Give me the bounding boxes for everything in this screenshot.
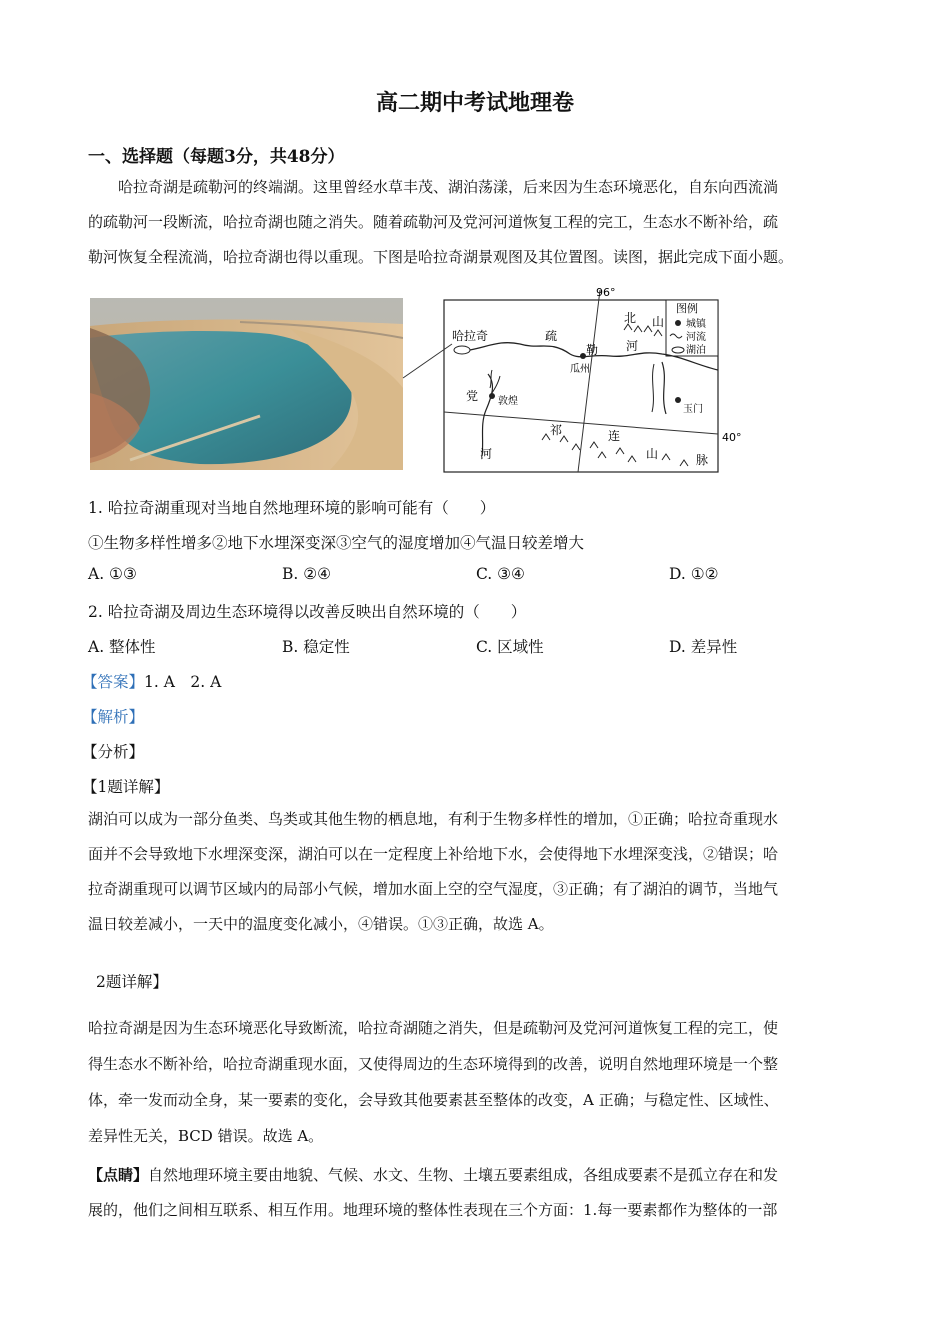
- q1-stem: 1. 哈拉奇湖重现对当地自然地理环境的影响可能有（ ）: [88, 499, 496, 517]
- detail-1-line-4: 温日较差减小，一天中的温度变化减小，④错误。①③正确，故选 A。: [88, 915, 554, 933]
- answer-text: 1. A 2. A: [144, 673, 222, 691]
- dianjing-line-1: 自然地理环境主要由地貌、气候、水文、生物、土壤五要素组成，各组成要素不是孤立存在和发: [148, 1166, 779, 1184]
- lake-name-label: 哈拉奇: [452, 329, 489, 343]
- location-map: [400, 284, 760, 474]
- q2-stem: 2. 哈拉奇湖及周边生态环境得以改善反映出自然环境的（ ）: [88, 603, 527, 621]
- q1-option-b: B. ②④: [282, 565, 332, 583]
- q1-items: ①生物多样性增多②地下水埋深变深③空气的湿度增加④气温日较差增大: [88, 534, 585, 552]
- latitude-label: 40°: [722, 431, 742, 444]
- detail-2-line-4: 差异性无关，BCD 错误。故选 A。: [88, 1127, 324, 1145]
- intro-line-1: 哈拉奇湖是疏勒河的终端湖。这里曾经水草丰茂、湖泊荡漾，后来因为生态环境恶化，自东向西流淌: [118, 178, 779, 196]
- detail-2-line-3: 体，牵一发而动全身，某一要素的变化，会导致其他要素甚至整体的改变，A 正确；与稳定性、区域性、: [88, 1091, 779, 1109]
- page-title: 高二期中考试地理卷: [375, 90, 574, 116]
- north-mountain-char-1: 北: [624, 311, 637, 325]
- town-yumen: 玉门: [683, 404, 703, 415]
- intro-line-3: 勒河恢复全程流淌，哈拉奇湖也得以重现。下图是哈拉奇湖景观图及其位置图。读图，据此完成下面小题。: [88, 248, 794, 266]
- dang-river-char-1: 党: [466, 389, 479, 403]
- detail-1-line-1: 湖泊可以成为一部分鱼类、鸟类或其他生物的栖息地，有利于生物多样性的增加，①正确；哈拉奇重现水: [88, 810, 779, 828]
- section-heading: 一、选择题（每题3分，共48分）: [88, 147, 345, 167]
- fenxi-heading: 【分析】: [82, 743, 145, 761]
- dunhuang-town-icon: [489, 393, 495, 399]
- q2-option-d: D. 差异性: [669, 638, 738, 656]
- town-guazhou: 瓜州: [570, 364, 590, 375]
- dianjing-tag: 【点睛】: [88, 1166, 149, 1184]
- legend-river-label: 河流: [686, 332, 706, 343]
- q2-option-c: C. 区域性: [476, 638, 544, 656]
- q2-option-a: A. 整体性: [88, 638, 156, 656]
- qilian-char-4: 脉: [696, 453, 709, 467]
- dianjing-paragraph: [88, 1158, 864, 1228]
- analysis-tag: 【解析】: [82, 708, 145, 726]
- qilian-char-3: 山: [646, 447, 659, 461]
- intro-paragraph: [88, 170, 864, 275]
- legend-title: 图例: [676, 302, 698, 315]
- dianjing-line-2: 展的，他们之间相互联系、相互作用。地理环境的整体性表现在三个方面：1.每一要素都作为整体的一部: [88, 1201, 778, 1219]
- dang-river-char-2: 河: [480, 447, 493, 461]
- detail-2-paragraph: [88, 1010, 864, 1154]
- detail-2-line-2: 得生态水不断补给，哈拉奇湖重现水面，又使得周边的生态环境得到的改善，说明自然地理环境是一个整: [88, 1055, 779, 1073]
- detail-2-line-1: 哈拉奇湖是因为生态环境恶化导致断流，哈拉奇湖随之消失，但是疏勒河及党河河道恢复工程的完工，使: [88, 1019, 779, 1037]
- river-char-3: 河: [626, 339, 639, 353]
- town-dunhuang: 敦煌: [498, 396, 518, 407]
- north-mountain-char-2: 山: [652, 315, 665, 329]
- detail-1-paragraph: [88, 802, 864, 942]
- intro-line-2: 的疏勒河一段断流，哈拉奇湖也随之消失。随着疏勒河及党河河道恢复工程的完工，生态水不断补给，疏: [88, 213, 779, 231]
- detail-1-line-2: 面并不会导致地下水埋深变深，湖泊可以在一定程度上补给地下水，会使得地下水埋深变浅，②错误；哈: [88, 845, 779, 863]
- q2-option-b: B. 稳定性: [282, 638, 350, 656]
- q1-option-a: A. ①③: [88, 565, 137, 583]
- legend-town-label: 城镇: [686, 319, 706, 330]
- detail-1-heading: 【1题详解】: [82, 778, 170, 796]
- answer-line: [82, 670, 221, 692]
- longitude-label: 96°: [596, 286, 616, 299]
- town-symbol-icon: [675, 320, 681, 326]
- q1-option-c: C. ③④: [476, 565, 525, 583]
- legend-lake-label: 湖泊: [686, 345, 706, 356]
- lake-landscape-photo: [90, 298, 403, 470]
- detail-1-line-3: 拉奇湖重现可以调节区域内的局部小气候，增加水面上空的空气湿度，③正确；有了湖泊的调节，当地气: [88, 880, 779, 898]
- qilian-char-1: 祁: [550, 423, 563, 437]
- qilian-char-2: 连: [608, 429, 621, 443]
- q1-option-d: D. ①②: [669, 565, 719, 583]
- river-char-1: 疏: [545, 329, 558, 343]
- detail-2-heading: 2题详解】: [96, 973, 168, 991]
- guazhou-town-icon: [580, 353, 586, 359]
- answer-tag: 【答案】: [82, 673, 145, 691]
- yumen-town-icon: [675, 397, 681, 403]
- river-char-2: 勒: [586, 343, 599, 357]
